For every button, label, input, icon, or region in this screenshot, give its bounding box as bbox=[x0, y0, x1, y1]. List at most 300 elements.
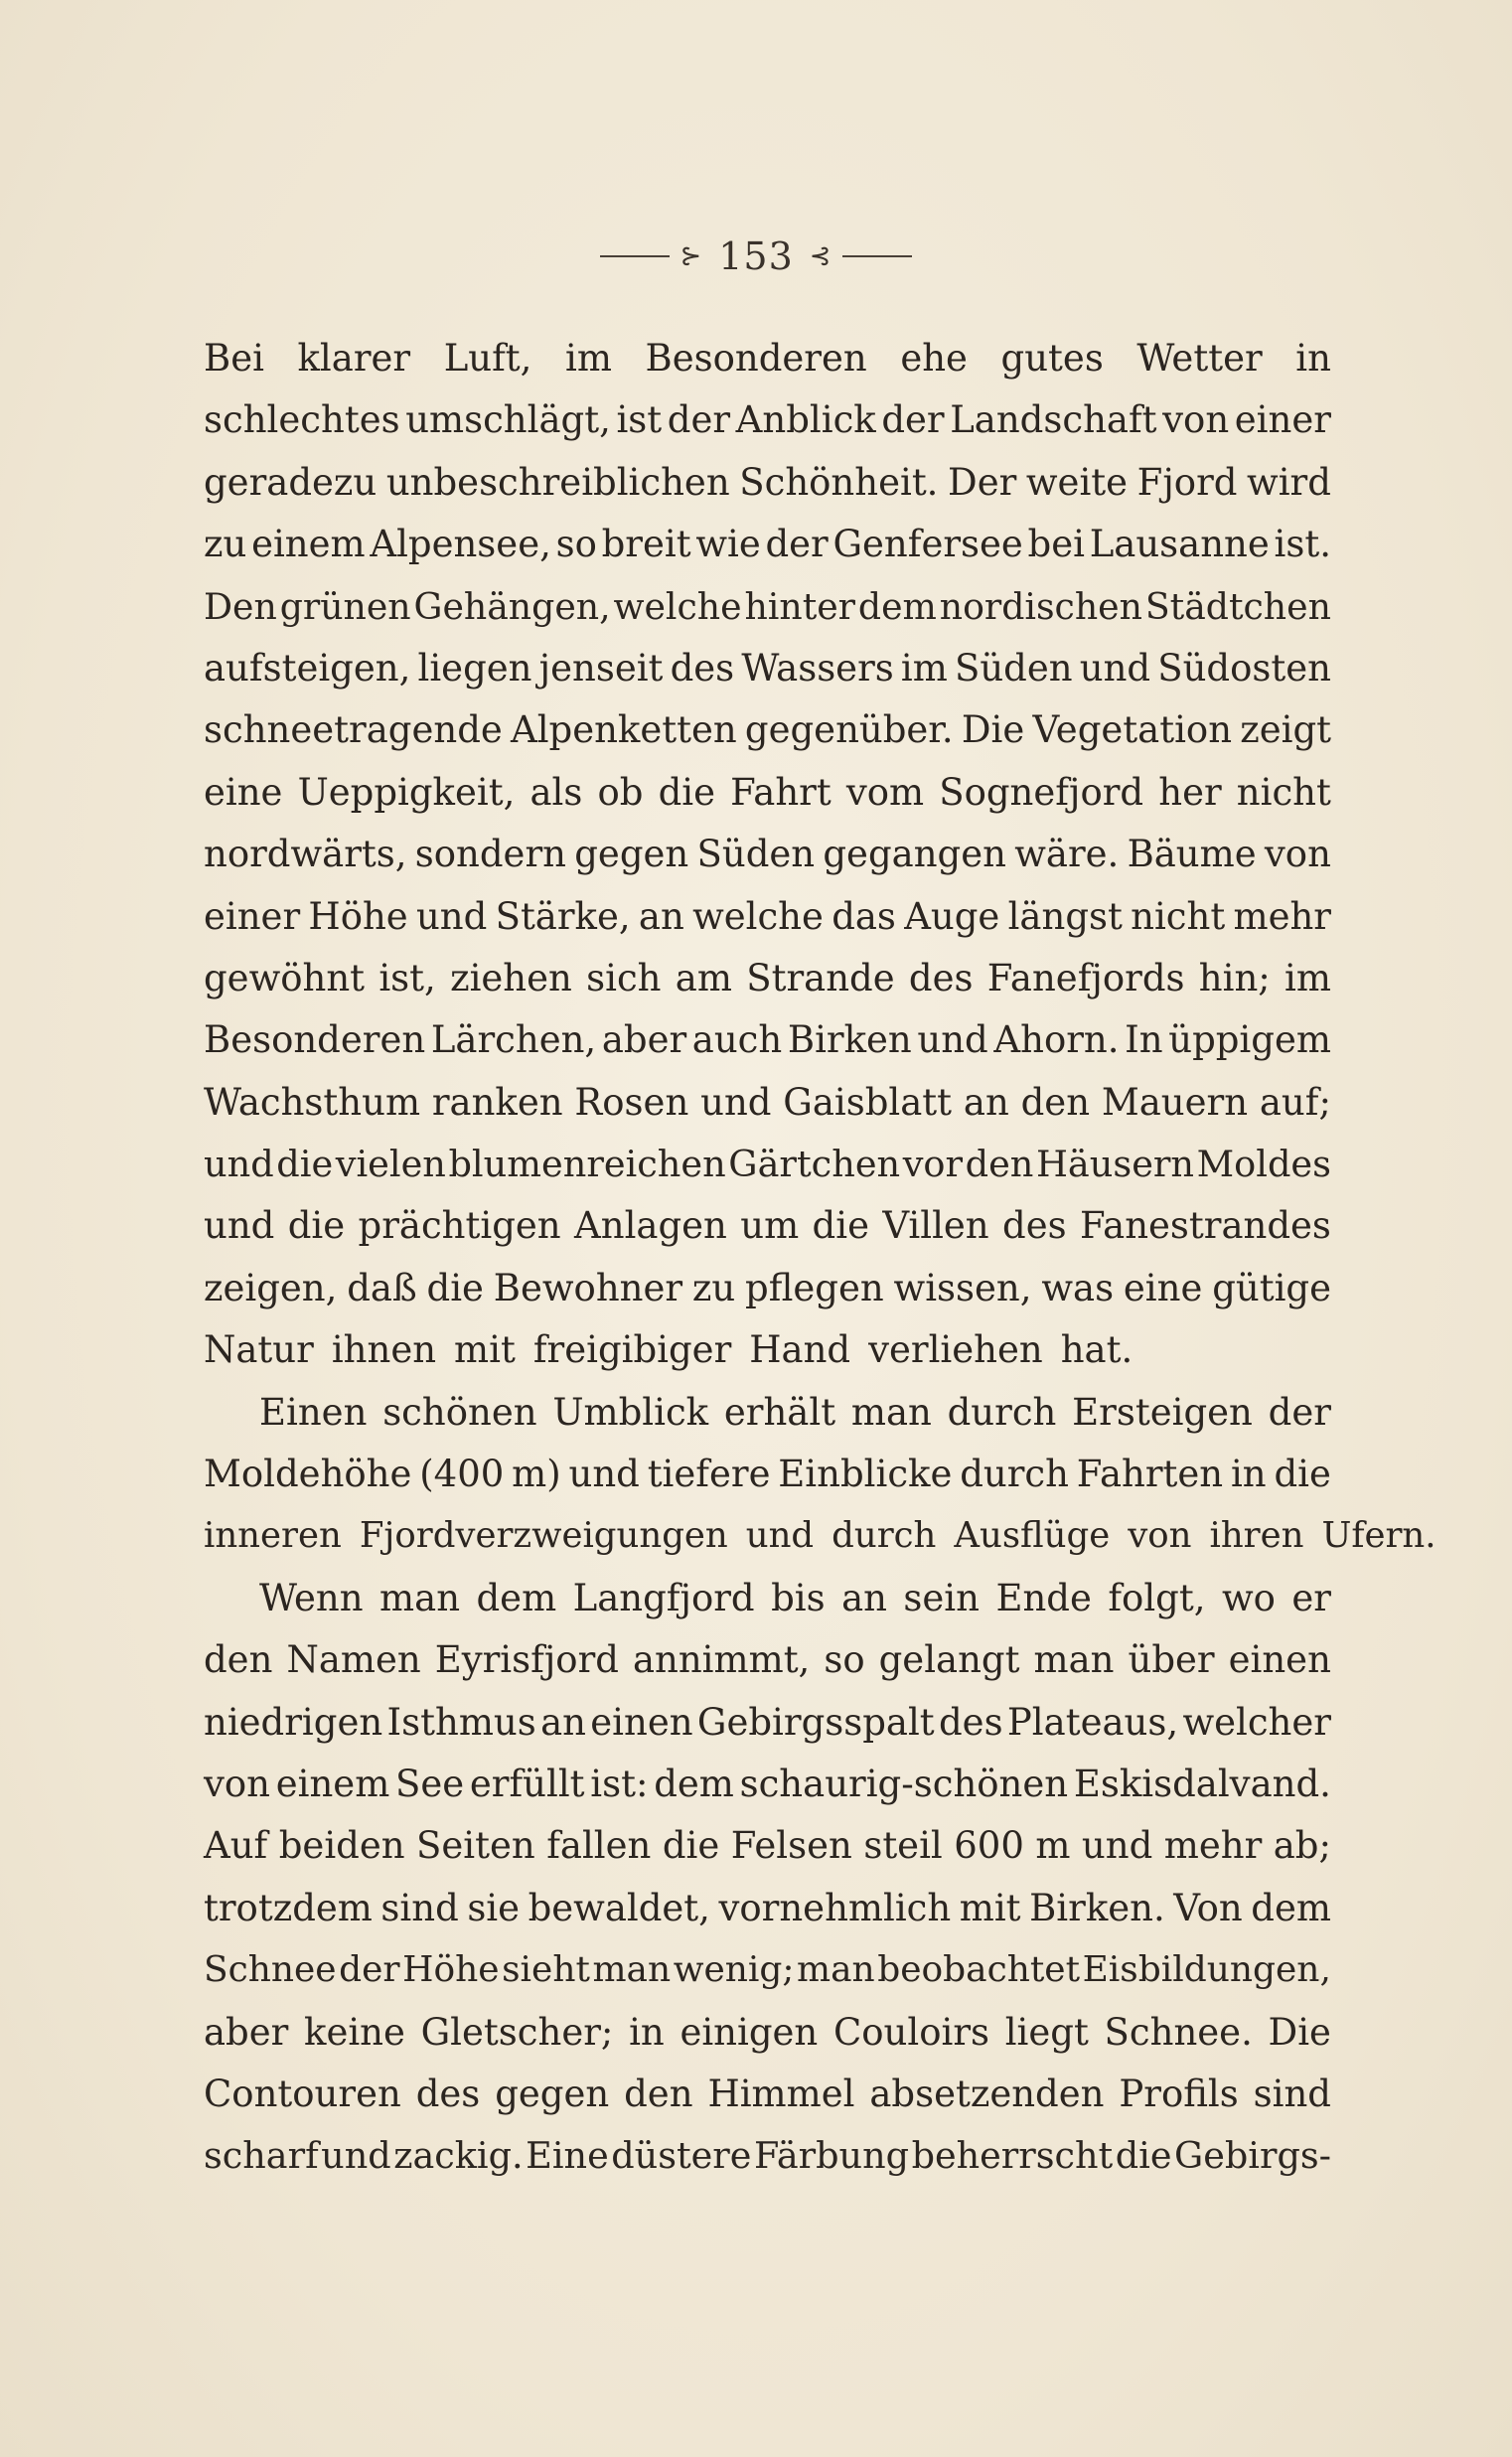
word: Wachsthum bbox=[204, 1080, 421, 1124]
word: längst bbox=[1007, 894, 1123, 938]
word: durch bbox=[832, 1515, 937, 1557]
text-line bbox=[204, 762, 1331, 824]
word: Stärke, bbox=[495, 894, 631, 938]
word: welche bbox=[692, 894, 824, 938]
word: aufsteigen, bbox=[204, 646, 411, 690]
word: Einblicke bbox=[778, 1453, 953, 1496]
word: in bbox=[1230, 1453, 1267, 1496]
text-line bbox=[204, 2125, 1331, 2187]
word: mit bbox=[959, 1886, 1021, 1929]
word: erhält bbox=[723, 1390, 836, 1434]
word: an bbox=[540, 1700, 586, 1744]
text-line bbox=[204, 1009, 1331, 1071]
word: ob bbox=[597, 770, 644, 814]
paragraph-2 bbox=[204, 1382, 1436, 1568]
word: welche bbox=[613, 584, 742, 628]
word: Ende bbox=[995, 1576, 1092, 1619]
word: an bbox=[963, 1080, 1009, 1124]
word: Färbung bbox=[753, 2134, 910, 2178]
word: sich bbox=[586, 956, 662, 999]
word: und bbox=[700, 1080, 772, 1124]
word: Landschaft bbox=[950, 398, 1157, 442]
word: einem bbox=[251, 523, 366, 566]
word: der bbox=[765, 523, 829, 566]
text-line bbox=[204, 328, 1331, 389]
word: was bbox=[1041, 1266, 1115, 1309]
text-line bbox=[204, 1629, 1331, 1691]
word: Städtchen bbox=[1144, 584, 1331, 628]
word: die bbox=[1115, 2134, 1172, 2178]
word: die bbox=[1274, 1453, 1331, 1496]
word: ab; bbox=[1273, 1824, 1331, 1868]
word: gütige bbox=[1212, 1266, 1331, 1309]
word: dem bbox=[857, 584, 937, 628]
word: und bbox=[204, 1204, 275, 1248]
word: wie bbox=[695, 523, 761, 566]
word: bei bbox=[1027, 523, 1085, 566]
word: durch bbox=[947, 1390, 1057, 1434]
word: Gehängen, bbox=[413, 584, 611, 628]
word: Die bbox=[1268, 2010, 1331, 2054]
word: Bäume bbox=[1127, 833, 1257, 876]
word: Genfersee bbox=[832, 523, 1023, 566]
word: sondern bbox=[414, 833, 566, 876]
word: Eisbildungen, bbox=[1082, 1949, 1331, 1991]
word: zu bbox=[691, 1266, 736, 1309]
word: ehe bbox=[900, 337, 968, 380]
text-line bbox=[204, 452, 1331, 514]
word: und bbox=[745, 1515, 815, 1557]
word: Moldehöhe bbox=[204, 1453, 412, 1496]
word: Fahrt bbox=[730, 770, 832, 814]
text-line bbox=[204, 1692, 1331, 1754]
word: und bbox=[204, 1143, 274, 1186]
text-line bbox=[204, 389, 1331, 451]
word: Gaisblatt bbox=[783, 1080, 953, 1124]
word: und bbox=[568, 1453, 640, 1496]
word: bewaldet, bbox=[528, 1886, 710, 1929]
word: Anlagen bbox=[574, 1204, 727, 1248]
word: Eyrisfjord bbox=[434, 1638, 619, 1682]
word: den bbox=[624, 2072, 693, 2115]
word: Birken bbox=[787, 1018, 912, 1062]
word: verliehen bbox=[868, 1328, 1043, 1372]
word: sind bbox=[1253, 2072, 1331, 2115]
word: Alpenketten bbox=[510, 708, 737, 752]
text-line-indented bbox=[204, 1382, 1331, 1444]
header-rule-right bbox=[842, 255, 912, 257]
word: an bbox=[638, 894, 684, 938]
word: gegen bbox=[574, 833, 689, 876]
word: über bbox=[1128, 1638, 1215, 1682]
word: dem bbox=[476, 1576, 557, 1619]
word: und bbox=[321, 2134, 391, 2178]
word: einer bbox=[1234, 398, 1331, 442]
word: Auge bbox=[904, 894, 1000, 938]
word: ranken bbox=[431, 1080, 563, 1124]
word: die bbox=[276, 1143, 334, 1186]
word: breit bbox=[601, 523, 691, 566]
word: in bbox=[1295, 337, 1331, 380]
word: liegt bbox=[1004, 2010, 1089, 2054]
word: mehr bbox=[1163, 1824, 1263, 1868]
text-line bbox=[204, 1134, 1331, 1195]
word: scharf bbox=[204, 2134, 319, 2178]
word: grünen bbox=[279, 584, 411, 628]
word: Lärchen, bbox=[430, 1018, 597, 1062]
header-rule-left bbox=[600, 255, 670, 257]
ornament-right-icon: ⊰ bbox=[809, 240, 832, 271]
word: Seiten bbox=[416, 1824, 535, 1868]
page-number: 153 bbox=[718, 233, 794, 278]
word: einer bbox=[204, 894, 301, 938]
word: vornehmlich bbox=[718, 1886, 952, 1929]
word: Ahorn. bbox=[993, 1018, 1120, 1062]
word: Plateaus, bbox=[1006, 1700, 1179, 1744]
word: er bbox=[1291, 1576, 1331, 1619]
word: der bbox=[1268, 1390, 1331, 1434]
word: nicht bbox=[1236, 770, 1331, 814]
word: Ersteigen bbox=[1072, 1390, 1253, 1434]
word: mehr bbox=[1233, 894, 1331, 938]
word: gutes bbox=[1000, 337, 1104, 380]
word: der bbox=[667, 398, 731, 442]
word: aber bbox=[601, 1018, 687, 1062]
text-line bbox=[204, 1444, 1331, 1505]
word: Besonderen bbox=[204, 1018, 426, 1062]
word: dem bbox=[1251, 1886, 1331, 1929]
word: eine bbox=[204, 770, 283, 814]
word: absetzenden bbox=[869, 2072, 1105, 2115]
text-line bbox=[204, 1195, 1331, 1257]
word: trotzdem bbox=[204, 1886, 373, 1929]
word: Birken. bbox=[1029, 1886, 1165, 1929]
word: Den bbox=[204, 584, 277, 628]
word: und bbox=[917, 1018, 988, 1062]
word: Fahrten bbox=[1076, 1453, 1224, 1496]
word: klarer bbox=[297, 337, 411, 380]
word: In bbox=[1125, 1018, 1163, 1062]
word: in bbox=[629, 2010, 665, 2054]
word: Felsen bbox=[730, 1824, 852, 1868]
word: Anblick bbox=[735, 398, 876, 442]
word: beiden bbox=[278, 1824, 405, 1868]
word: die bbox=[812, 1204, 869, 1248]
word: gegangen bbox=[823, 833, 1006, 876]
word: Umblick bbox=[552, 1390, 709, 1434]
word: das bbox=[832, 894, 896, 938]
word: den bbox=[965, 1143, 1034, 1186]
word: hinter bbox=[744, 584, 855, 628]
word: zackig. bbox=[393, 2134, 524, 2178]
text-line bbox=[204, 1258, 1331, 1319]
word: man bbox=[592, 1949, 672, 1991]
text-line bbox=[204, 886, 1331, 948]
word: (400 bbox=[419, 1453, 505, 1496]
word: Schnee bbox=[204, 1949, 337, 1991]
word: geradezu bbox=[204, 460, 378, 504]
word: des bbox=[939, 1700, 1003, 1744]
word: hin; bbox=[1198, 956, 1271, 999]
word: Der bbox=[948, 460, 1017, 504]
word: Höhe bbox=[402, 1949, 500, 1991]
word: aber bbox=[204, 2010, 289, 2054]
word: Wetter bbox=[1136, 337, 1263, 380]
word: bis bbox=[771, 1576, 826, 1619]
text-line bbox=[204, 2064, 1331, 2125]
word: Höhe bbox=[308, 894, 408, 938]
text-line bbox=[204, 1939, 1331, 2001]
text-line bbox=[204, 948, 1331, 1009]
word: ist: bbox=[590, 1762, 649, 1805]
word: erfüllt bbox=[469, 1762, 585, 1805]
word: des bbox=[908, 956, 974, 999]
word: keine bbox=[304, 2010, 405, 2054]
word: umschlägt, bbox=[405, 398, 611, 442]
word: vor bbox=[902, 1143, 964, 1186]
word: auch bbox=[691, 1018, 783, 1062]
word: der bbox=[881, 398, 945, 442]
word: so bbox=[555, 523, 597, 566]
word: daß bbox=[347, 1266, 417, 1309]
word: und bbox=[1079, 646, 1151, 690]
word: Isthmus bbox=[386, 1700, 536, 1744]
word: einem bbox=[275, 1762, 390, 1805]
word: zu bbox=[204, 523, 247, 566]
word: einigen bbox=[680, 2010, 819, 2054]
word: gelangt bbox=[878, 1638, 1020, 1682]
text-line bbox=[204, 576, 1331, 638]
word: unbeschreiblichen bbox=[385, 460, 730, 504]
word: Rosen bbox=[574, 1080, 689, 1124]
text-line bbox=[204, 1878, 1331, 1939]
word: Schönheit. bbox=[739, 460, 939, 504]
word: Die bbox=[961, 708, 1025, 752]
word: den bbox=[204, 1638, 273, 1682]
word: als bbox=[529, 770, 583, 814]
word: Bei bbox=[204, 337, 264, 380]
word: ihnen bbox=[331, 1328, 437, 1372]
text-line bbox=[204, 514, 1331, 575]
word: Eine bbox=[526, 2134, 609, 2178]
word: die bbox=[662, 1824, 720, 1868]
word: vom bbox=[845, 770, 925, 814]
word: wird bbox=[1247, 460, 1331, 504]
word: prächtigen bbox=[358, 1204, 561, 1248]
word: schaurig-schönen bbox=[739, 1762, 1069, 1805]
word: Natur bbox=[204, 1328, 314, 1372]
word: um bbox=[740, 1204, 800, 1248]
word: tiefere bbox=[647, 1453, 771, 1496]
word: Fanefjords bbox=[986, 956, 1185, 999]
text-line bbox=[204, 2002, 1331, 2064]
word: von bbox=[204, 1762, 271, 1805]
word: Sognefjord bbox=[939, 770, 1144, 814]
word: Wassers bbox=[741, 646, 894, 690]
word: Fjord bbox=[1136, 460, 1238, 504]
word: pflegen bbox=[745, 1266, 884, 1309]
word: die bbox=[658, 770, 715, 814]
word: von bbox=[1264, 833, 1331, 876]
word: einen bbox=[590, 1700, 693, 1744]
word: Gletscher; bbox=[420, 2010, 614, 2054]
word: Ufern. bbox=[1321, 1515, 1436, 1557]
word: üppigem bbox=[1168, 1018, 1331, 1062]
word: schlechtes bbox=[204, 398, 400, 442]
word: man bbox=[379, 1576, 461, 1619]
ornament-left-icon: ⊱ bbox=[680, 240, 703, 271]
word: die bbox=[287, 1204, 346, 1248]
text-line-last bbox=[204, 1505, 1436, 1567]
word: im bbox=[1285, 956, 1331, 999]
text-line bbox=[204, 699, 1331, 761]
word: und bbox=[1081, 1824, 1153, 1868]
text-line bbox=[204, 1815, 1331, 1877]
word: des bbox=[415, 2072, 481, 2115]
word: Süden bbox=[696, 833, 816, 876]
word: hat. bbox=[1060, 1328, 1134, 1372]
word: schneetragende bbox=[204, 708, 503, 752]
word: mit bbox=[454, 1328, 516, 1372]
word: zeigt bbox=[1240, 708, 1331, 752]
word: nordischen bbox=[939, 584, 1142, 628]
word: Ausflüge bbox=[954, 1515, 1111, 1557]
word: wäre. bbox=[1014, 833, 1120, 876]
word: wenig; bbox=[673, 1949, 795, 1991]
word: von bbox=[1128, 1515, 1192, 1557]
text-line bbox=[204, 1754, 1331, 1815]
word: weite bbox=[1025, 460, 1129, 504]
word: Gärtchen bbox=[728, 1143, 901, 1186]
word: her bbox=[1158, 770, 1222, 814]
paragraph-1 bbox=[204, 328, 1331, 1382]
word: wissen, bbox=[893, 1266, 1032, 1309]
word: Schnee. bbox=[1104, 2010, 1253, 2054]
word: Südosten bbox=[1157, 646, 1331, 690]
word: Fanestrandes bbox=[1079, 1204, 1331, 1248]
word: Alpensee, bbox=[370, 523, 551, 566]
word: Profils bbox=[1119, 2072, 1239, 2115]
text-line bbox=[204, 1072, 1331, 1134]
word: Ueppigkeit, bbox=[297, 770, 516, 814]
word: der bbox=[339, 1949, 400, 1991]
word: und bbox=[415, 894, 488, 938]
word: von bbox=[1162, 398, 1230, 442]
word: steil bbox=[863, 1824, 943, 1868]
word: welcher bbox=[1182, 1700, 1331, 1744]
word: Luft, bbox=[443, 337, 532, 380]
word: des bbox=[670, 646, 735, 690]
word: Lausanne bbox=[1089, 523, 1270, 566]
word: Von bbox=[1173, 1886, 1243, 1929]
word: schönen bbox=[382, 1390, 537, 1434]
word: so bbox=[824, 1638, 865, 1682]
word: wo bbox=[1221, 1576, 1276, 1619]
word: m) bbox=[512, 1453, 561, 1496]
text-line bbox=[204, 638, 1331, 699]
word: ist. bbox=[1274, 523, 1331, 566]
word: eine bbox=[1123, 1266, 1203, 1309]
word: gegen bbox=[495, 2072, 610, 2115]
word: Namen bbox=[286, 1638, 421, 1682]
word: man bbox=[797, 1949, 875, 1991]
word: Hand bbox=[749, 1328, 851, 1372]
word: jenseit bbox=[538, 646, 664, 690]
word: Auf bbox=[204, 1824, 268, 1868]
word: blumenreichen bbox=[448, 1143, 726, 1186]
text-line-last bbox=[204, 1319, 1331, 1381]
word: man bbox=[850, 1390, 932, 1434]
word: den bbox=[1020, 1080, 1091, 1124]
word: folgt, bbox=[1108, 1576, 1206, 1619]
word: Strande bbox=[746, 956, 895, 999]
word: nicht bbox=[1131, 894, 1226, 938]
word: 600 bbox=[954, 1824, 1024, 1868]
word: Contouren bbox=[204, 2072, 401, 2115]
word: ist, bbox=[378, 956, 436, 999]
word: nordwärts, bbox=[204, 833, 407, 876]
word: die bbox=[426, 1266, 484, 1309]
word: des bbox=[1002, 1204, 1067, 1248]
word: liegen bbox=[417, 646, 532, 690]
word: vielen bbox=[335, 1143, 446, 1186]
word: dem bbox=[654, 1762, 734, 1805]
word: Gebirgs- bbox=[1174, 2134, 1331, 2178]
word: sind bbox=[380, 1886, 459, 1929]
word: Besonderen bbox=[645, 337, 867, 380]
word: m bbox=[1035, 1824, 1071, 1868]
word: zeigen, bbox=[204, 1266, 338, 1309]
word: annimmt, bbox=[632, 1638, 811, 1682]
word: gewöhnt bbox=[204, 956, 366, 999]
word: Bewohner bbox=[493, 1266, 683, 1309]
word: Wenn bbox=[259, 1576, 364, 1619]
word: Villen bbox=[882, 1204, 989, 1248]
word: ziehen bbox=[450, 956, 572, 999]
word: Eskisdalvand. bbox=[1073, 1762, 1331, 1805]
word: inneren bbox=[204, 1515, 342, 1557]
word: Mauern bbox=[1101, 1080, 1249, 1124]
word: Gebirgsspalt bbox=[696, 1700, 935, 1744]
word: niedrigen bbox=[204, 1700, 383, 1744]
word: freigibiger bbox=[532, 1328, 732, 1372]
word: ist bbox=[616, 398, 663, 442]
word: Süden bbox=[954, 646, 1073, 690]
word: gegenüber. bbox=[744, 708, 954, 752]
word: Fjordverzweigungen bbox=[359, 1515, 728, 1557]
word: sie bbox=[467, 1886, 521, 1929]
word: Moldes bbox=[1196, 1143, 1331, 1186]
word: düstere bbox=[611, 2134, 752, 2178]
word: durch bbox=[960, 1453, 1069, 1496]
text-line bbox=[204, 824, 1331, 885]
word: beherrscht bbox=[911, 2134, 1114, 2178]
word: ihren bbox=[1209, 1515, 1304, 1557]
page-header bbox=[0, 230, 1512, 278]
word: einen bbox=[1228, 1638, 1331, 1682]
paragraph-3 bbox=[204, 1568, 1331, 2188]
word: an bbox=[841, 1576, 887, 1619]
word: See bbox=[395, 1762, 465, 1805]
word: Vegetation bbox=[1032, 708, 1233, 752]
word: man bbox=[1033, 1638, 1115, 1682]
word: im bbox=[900, 646, 948, 690]
word: Langfjord bbox=[572, 1576, 755, 1619]
word: Himmel bbox=[707, 2072, 855, 2115]
word: im bbox=[565, 337, 612, 380]
word: Häusern bbox=[1035, 1143, 1195, 1186]
word: Einen bbox=[259, 1390, 368, 1434]
